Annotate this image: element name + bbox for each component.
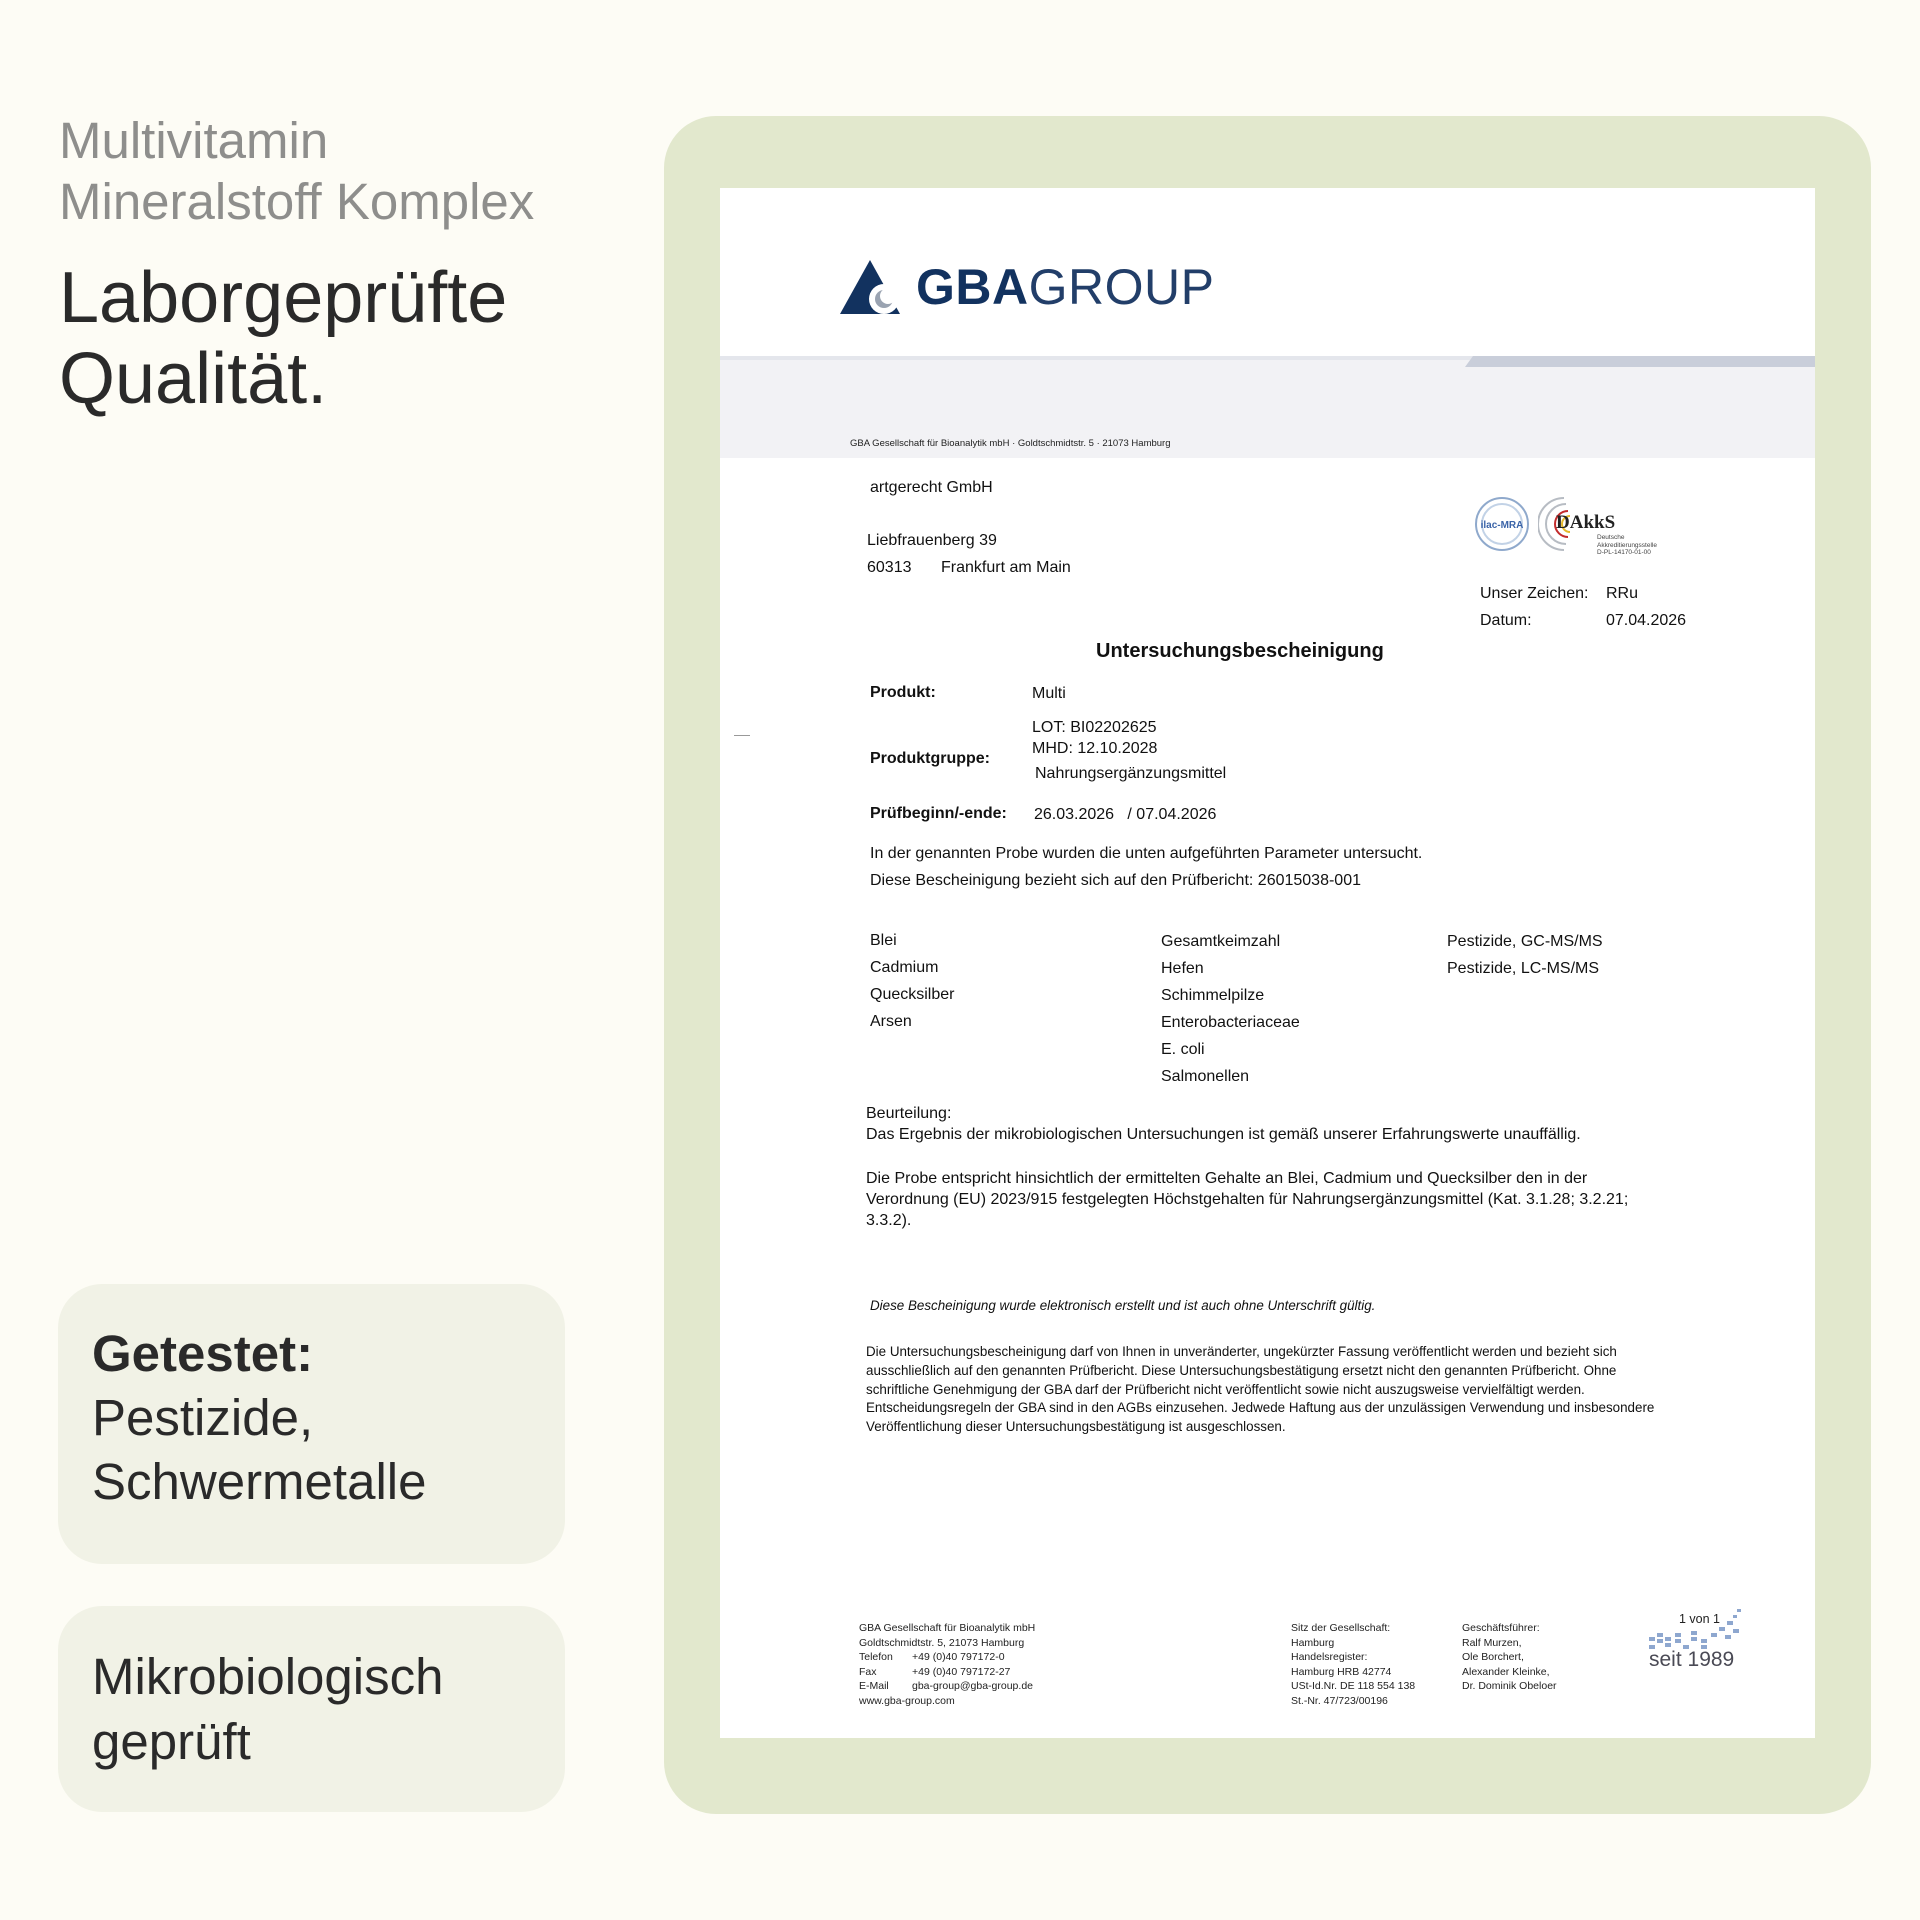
- datum-label: Datum:: [1480, 612, 1532, 629]
- headline-line-2: Qualität.: [59, 339, 328, 419]
- footer-management: Geschäftsführer: Ralf Murzen, Ole Borchert, Alexander Kleinke, Dr. Dominik Obeloer: [1462, 1622, 1557, 1693]
- param-item: Arsen: [870, 1013, 912, 1030]
- micro-line-2: geprüft: [92, 1713, 251, 1770]
- legal-text: Die Untersuchungsbescheinigung darf von Ihnen in unveränderter, ungekürzter Fassung veröffentlicht werden und bezieht sich ausschließlich auf den genannten Prüfbericht. Diese Untersuchungsbestätigung ersetzt nicht den genannten Prüfbericht. Ohne schriftliche Genehmigung der GBA darf der Prüfbericht nicht veröffentlicht sowie nicht auszugsweise vervielfältigt werden. Entscheidungsregeln der GBA sind in den AGBs einzusehen. Jedwede Haftung aus der unzulässigen Verwendung und insbesondere Veröffentlichung dieser Untersuchungsbestätigung ist ausgeschlossen.: [866, 1344, 1655, 1435]
- ilac-mra-icon: [1473, 496, 1531, 552]
- certificate-title: Untersuchungsbescheinigung: [1096, 640, 1384, 662]
- param-item: Hefen: [1161, 960, 1204, 977]
- produktgruppe-label: Produktgruppe:: [870, 750, 990, 767]
- micro-line-1: Mikrobiologisch: [92, 1648, 444, 1705]
- param-item: Pestizide, LC-MS/MS: [1447, 960, 1600, 977]
- tested-line-2: Schwermetalle: [92, 1453, 427, 1510]
- page-headline: [59, 258, 507, 420]
- gba-logo-text: GBAGROUP: [916, 259, 1215, 315]
- recipient-city: Frankfurt am Main: [941, 559, 1071, 576]
- electronic-note: Diese Bescheinigung wurde elektronisch erstellt und ist auch ohne Unterschrift gültig.: [870, 1298, 1376, 1313]
- dakks-label: DAkkS: [1556, 512, 1616, 533]
- headline-line-1: Laborgeprüfte: [59, 258, 508, 338]
- tested-label: Getestet:: [92, 1325, 314, 1382]
- produktgruppe-value: Nahrungsergänzungsmittel: [1035, 765, 1227, 782]
- datum-value: 07.04.2026: [1606, 612, 1687, 629]
- lot-value: LOT: BI02202625: [1032, 719, 1157, 736]
- pruef-label: Prüfbeginn/-ende:: [870, 805, 1007, 822]
- params-pesticides: [1447, 928, 1603, 982]
- gba-logo-icon: [840, 258, 908, 316]
- zeichen-label: Unser Zeichen:: [1480, 585, 1589, 602]
- recipient-street: Liebfrauenberg 39: [867, 532, 997, 549]
- fold-mark: [734, 735, 750, 736]
- seit-label: seit 1989: [1649, 1648, 1735, 1671]
- recipient-name: artgerecht GmbH: [870, 479, 993, 496]
- page-number: 1 von 1: [1679, 1612, 1721, 1626]
- probe-text: Die Probe entspricht hinsichtlich der ermittelten Gehalte an Blei, Cadmium und Quecksilber den in der Verordnung (EU) 2023/915 festgelegten Höchstgehalten für Nahrungsergänzungsmittel (Kat. 3.1.28; 3.2.21; 3.3.2).: [866, 1170, 1629, 1229]
- param-item: Blei: [870, 932, 897, 949]
- tested-line-1: Pestizide,: [92, 1389, 314, 1446]
- header-stripe-accent: [1465, 356, 1815, 367]
- param-item: Schimmelpilze: [1161, 987, 1265, 1004]
- intro-line-1: In der genannten Probe wurden die unten aufgeführten Parameter untersucht.: [870, 845, 1423, 862]
- zeichen-value: RRu: [1606, 585, 1639, 602]
- param-item: Salmonellen: [1161, 1068, 1250, 1085]
- params-metals: [870, 927, 954, 1035]
- beurteilung-text: Das Ergebnis der mikrobiologischen Untersuchungen ist gemäß unserer Erfahrungswerte unauffällig.: [866, 1126, 1581, 1143]
- param-item: E. coli: [1161, 1041, 1205, 1058]
- param-item: Cadmium: [870, 959, 939, 976]
- subtitle-line-2: Mineralstoff Komplex: [59, 173, 535, 230]
- product-subtitle: [59, 110, 534, 232]
- mhd-value: MHD: 12.10.2028: [1032, 740, 1158, 757]
- footer-register: Sitz der Gesellschaft: Hamburg Handelsregister: Hamburg HRB 42774 USt-Id.Nr. DE 118 554 138 St.-Nr. 47/723/00196: [1291, 1622, 1416, 1707]
- tested-card: [58, 1284, 565, 1564]
- param-item: Quecksilber: [870, 986, 955, 1003]
- certificate-document: [720, 188, 1815, 1738]
- beurteilung-label: Beurteilung:: [866, 1105, 952, 1122]
- params-micro: [1161, 928, 1300, 1090]
- subtitle-line-1: Multivitamin: [59, 112, 329, 169]
- sender-line: GBA Gesellschaft für Bioanalytik mbH · Goldtschmidtstr. 5 · 21073 Hamburg: [850, 438, 1171, 449]
- param-item: Gesamtkeimzahl: [1161, 933, 1281, 950]
- dakks-subtext: Deutsche Akkreditierungsstelle D-PL-14170-01-00: [1597, 534, 1657, 556]
- svg-text:ilac-MRA: ilac-MRA: [1480, 520, 1524, 531]
- produkt-label: Produkt:: [870, 684, 936, 701]
- micro-card: [58, 1606, 565, 1812]
- param-item: Pestizide, GC-MS/MS: [1447, 933, 1603, 950]
- intro-line-2: Diese Bescheinigung bezieht sich auf den Prüfbericht: 26015038-001: [870, 872, 1361, 889]
- pruef-value: 26.03.2026 / 07.04.2026: [1034, 806, 1217, 823]
- recipient-zip: 60313: [867, 559, 912, 576]
- footer-company: GBA Gesellschaft für Bioanalytik mbH Goldtschmidtstr. 5, 21073 Hamburg Telefon +49 (0)40 797172-0 Fax +49 (0)40 797172-27 E-Mail gba-group@gba-group.de www.gba-group.com: [859, 1622, 1036, 1707]
- param-item: Enterobacteriaceae: [1161, 1014, 1300, 1031]
- produkt-value: Multi: [1032, 685, 1066, 702]
